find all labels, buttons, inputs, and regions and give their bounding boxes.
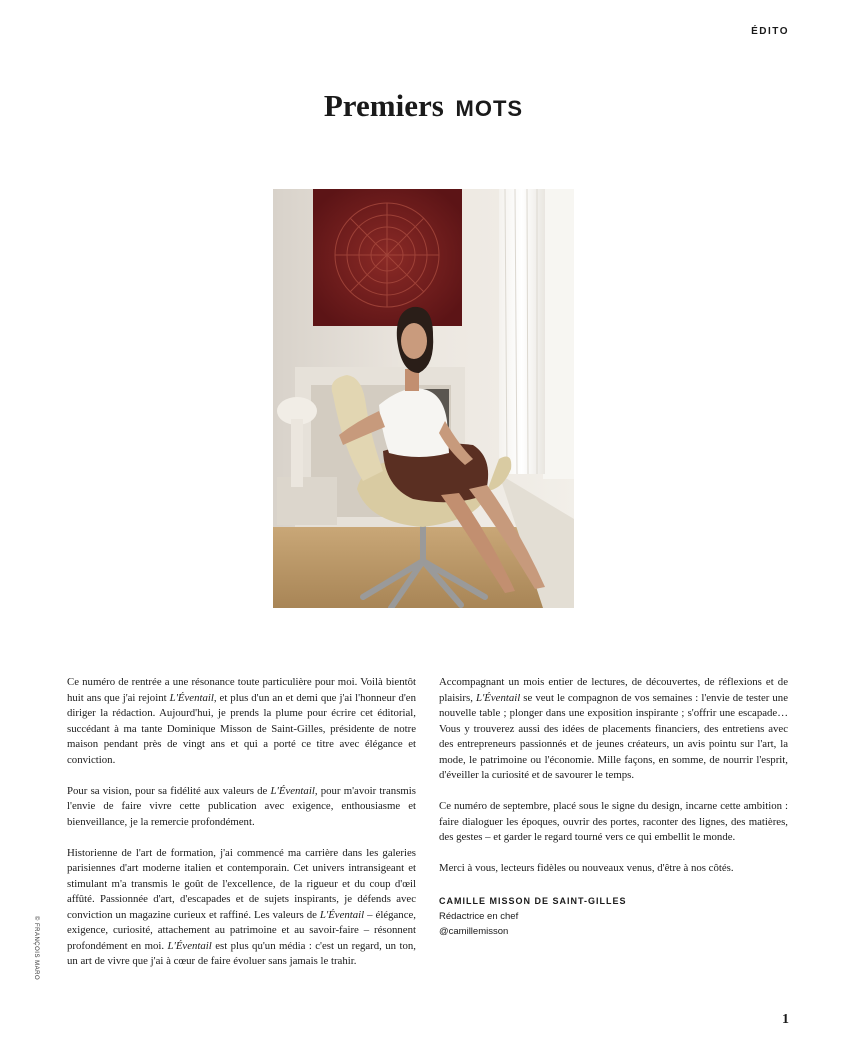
paragraph: Pour sa vision, pour sa fidélité aux valeurs de L'Éventail, pour m'avoir transmis l'envie de faire vivre cette publication avec exigence, enthousiasme et bienveillance, je la remercie profondément. (67, 784, 417, 828)
paragraph: Merci à vous, lecteurs fidèles ou nouveaux venus, d'être à nos côtés. (439, 862, 734, 874)
editor-portrait-photo (273, 189, 574, 608)
paragraph: Ce numéro de rentrée a une résonance toute particulière pour moi. Voilà bientôt huit ans que j'ai rejoint L'Éventail, et plus d'un an et demi que j'ai l'honneur d'en diriger la rédaction. Aujourd'hui, je prends la plume pour écrire cet éditorial, succédant à ma tante Dominique Misson de Saint-Gilles, présidente de notre maison pendant près de vingt ans et qui a porté ce titre avec élégance et conviction. (67, 676, 416, 766)
page-title (0, 86, 847, 129)
title-sans-part: MOTS (455, 96, 524, 121)
page-number: 1 (782, 1012, 789, 1027)
editorial-right-column (439, 675, 788, 939)
signature-role: Rédactrice en chef (439, 910, 519, 922)
paragraph: Ce numéro de septembre, placé sous le signe du design, incarne cette ambition : faire dialoguer les époques, ouvrir des portes, raconter des lignes, des matières, des gestes – et garder le regard tourné vers ce qui embellit le monde. (439, 800, 788, 843)
photo-credit: © FRANÇOIS MARO (33, 915, 39, 981)
signature-handle: @camillemisson (439, 925, 509, 937)
signature-name: CAMILLE MISSON DE SAINT-GILLES (439, 895, 627, 906)
title-serif-part: Premiers (323, 88, 444, 123)
paragraph: Historienne de l'art de formation, j'ai commencé ma carrière dans les galeries parisiennes d'art moderne italien et contemporain. Cet univers intransigeant et stimulant m'a transmis le goût de l'excellence, de la rigueur et du coup d'œil affûté. Passionnée d'art, d'escapades et de sujets inspirants, je défends avec conviction un magazine curieux et raffiné. Les valeurs de L'Éventail – élégance, exigence, curiosité, attachement au patrimoine et au savoir-faire – résonnent profondément en moi. L'Éventail est plus qu'un média : c'est un regard, un ton, un art de vivre que j'ai à cœur de faire évoluer sans jamais le trahir. (67, 846, 416, 967)
editorial-left-column (67, 675, 416, 985)
paragraph: Accompagnant un mois entier de lectures, de découvertes, de réflexions et de plaisirs, L'Éventail se veut le compagnon de vos semaines : l'envie de tester une nouvelle table ; plonger dans une exposition inspirante ; s'offrir une escapade… Vous y trouverez aussi des idées de placements financiers, des entretiens avec des entrepreneurs passionnés et de jeunes créateurs, un avis pointu sur l'art, la mode, le patrimoine ou l'économie. Mille façons, en somme, de nourrir l'esprit, d'éveiller la curiosité et de savourer le temps. (439, 676, 788, 781)
section-tag: ÉDITO (751, 26, 789, 37)
